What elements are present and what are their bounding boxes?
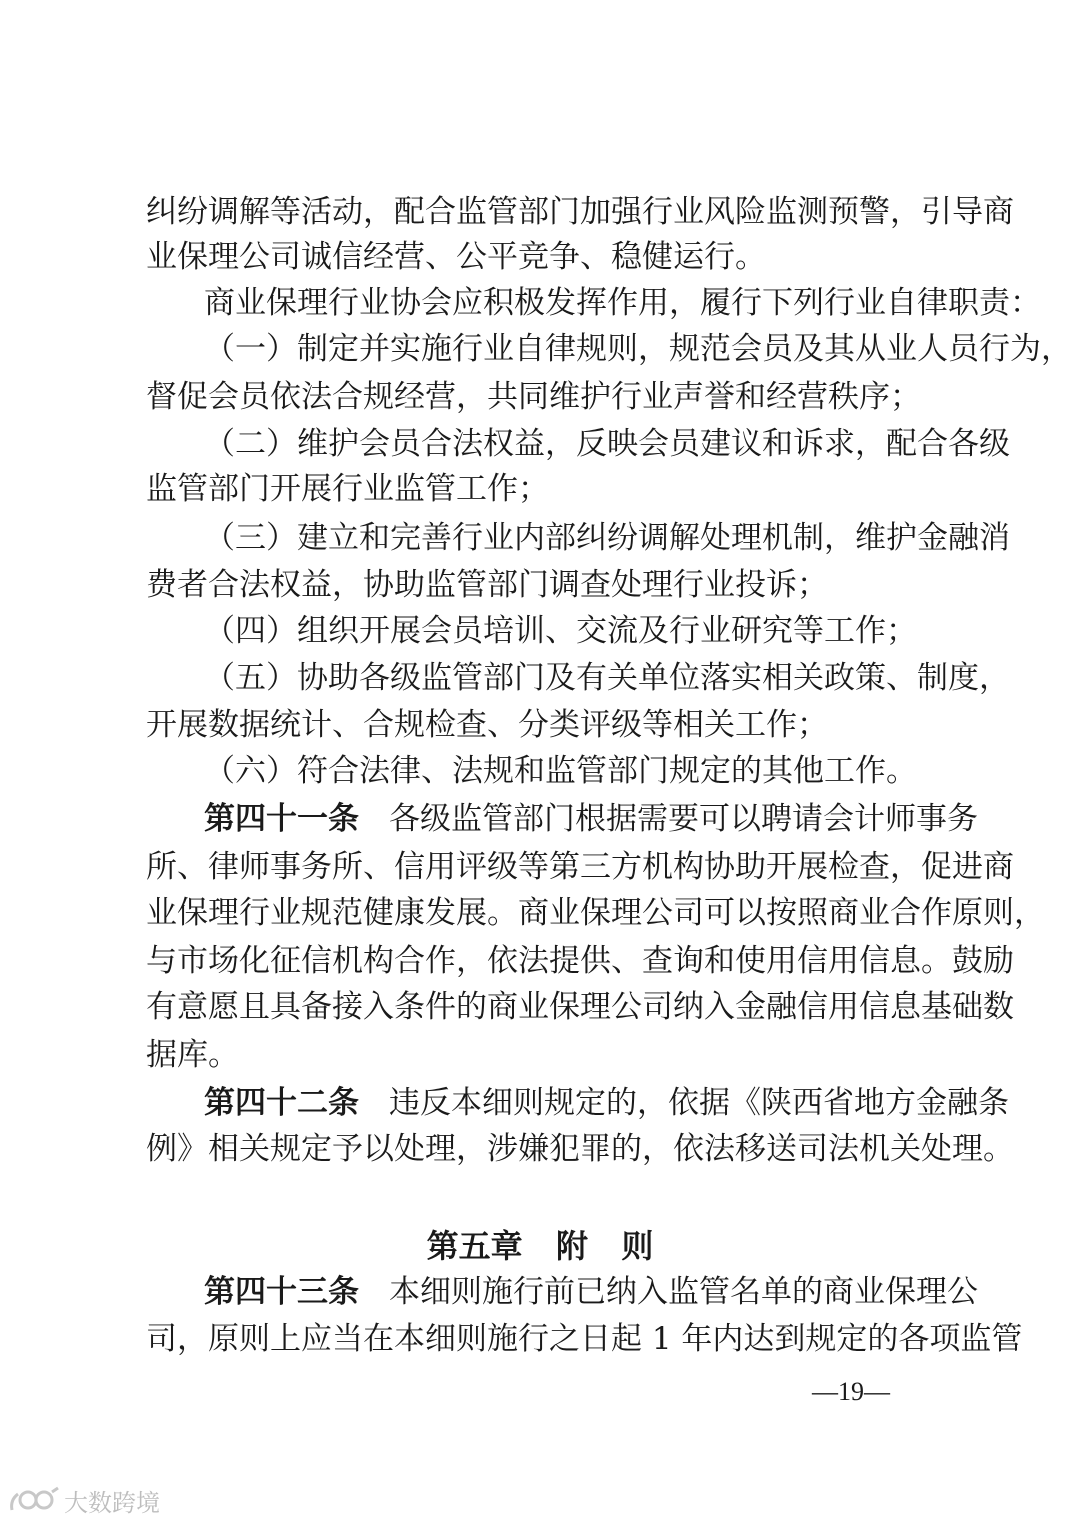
text-line: 监管部门开展行业监管工作； xyxy=(146,471,549,507)
watermark-logo-icon xyxy=(8,1480,60,1520)
text-line: 业保理公司诚信经营、公平竞争、稳健运行。 xyxy=(146,239,766,275)
watermark xyxy=(8,1480,160,1520)
page-number: —19— xyxy=(812,1377,890,1406)
text-line: 有意愿且具备接入条件的商业保理公司纳入金融信用信息基础数 xyxy=(146,989,1014,1025)
text-line: 费者合法权益，协助监管部门调查处理行业投诉； xyxy=(146,567,828,603)
article-43-title: 第四十三条 xyxy=(204,1274,359,1310)
article-42-text: 违反本细则规定的，依据《陕西省地方金融条 xyxy=(389,1085,1009,1121)
text-line: 司，原则上应当在本细则施行之日起 1 年内达到规定的各项监管 xyxy=(146,1321,1023,1357)
text-line: 商业保理行业协会应积极发挥作用，履行下列行业自律职责： xyxy=(204,285,1041,321)
article-43-first-line xyxy=(204,1272,978,1312)
chapter-heading: 第五章 附 则 xyxy=(426,1227,654,1265)
text-line: 与市场化征信机构合作，依法提供、查询和使用信用信息。鼓励 xyxy=(146,943,1014,979)
article-41-first-line xyxy=(204,799,978,839)
text-line: 所、律师事务所、信用评级等第三方机构协助开展检查，促进商 xyxy=(146,849,1014,885)
text-line: 督促会员依法合规经营，共同维护行业声誉和经营秩序； xyxy=(146,379,921,415)
list-item-1: （一）制定并实施行业自律规则，规范会员及其从业人员行为， xyxy=(204,331,1072,367)
list-item-2: （二）维护会员合法权益，反映会员建议和诉求，配合各级 xyxy=(204,426,1010,462)
article-41-title: 第四十一条 xyxy=(204,801,359,837)
article-42-title: 第四十二条 xyxy=(204,1085,359,1121)
text-line: 开展数据统计、合规检查、分类评级等相关工作； xyxy=(146,707,828,743)
watermark-text: 大数跨境 xyxy=(64,1488,160,1517)
list-item-4: （四）组织开展会员培训、交流及行业研究等工作； xyxy=(204,613,917,649)
text-line: 业保理行业规范健康发展。商业保理公司可以按照商业合作原则， xyxy=(146,895,1045,931)
article-42-first-line xyxy=(204,1083,1009,1123)
list-item-6: （六）符合法律、法规和监管部门规定的其他工作。 xyxy=(204,753,917,789)
list-item-5: （五）协助各级监管部门及有关单位落实相关政策、制度， xyxy=(204,660,1010,696)
text-line: 例》相关规定予以处理，涉嫌犯罪的，依法移送司法机关处理。 xyxy=(146,1131,1014,1167)
article-41-text: 各级监管部门根据需要可以聘请会计师事务 xyxy=(389,801,978,837)
article-43-text: 本细则施行前已纳入监管名单的商业保理公 xyxy=(389,1274,978,1310)
list-item-3: （三）建立和完善行业内部纠纷调解处理机制，维护金融消 xyxy=(204,520,1010,556)
text-line: 据库。 xyxy=(146,1037,239,1073)
text-line: 纠纷调解等活动，配合监管部门加强行业风险监测预警，引导商 xyxy=(146,194,1014,230)
